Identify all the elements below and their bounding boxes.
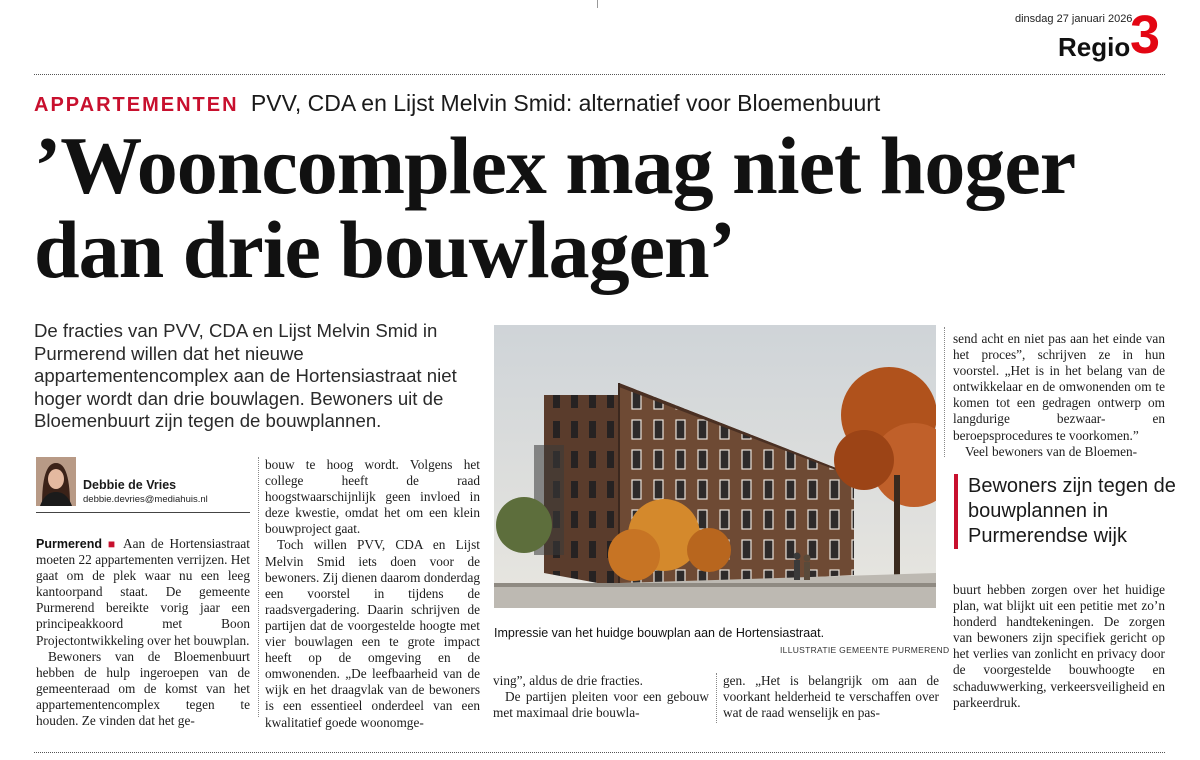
building-illustration (494, 325, 936, 608)
body-paragraph: gen. „Het is belangrijk om aan de voorkant helderheid te verschaffen over wat de raad wenselijk en pas- (723, 673, 939, 721)
body-paragraph: send acht en niet pas aan het einde van het proces”, schrijven ze in hun voorstel. „Het is in het belang van de ontwikkelaar en de omwonenden om te komen tot een gedragen ontwerp om langdurige bezwaar- en beroepsprocedures te voorkomen.” (953, 331, 1165, 443)
author-photo (36, 457, 76, 506)
column-divider (944, 327, 945, 457)
image-caption: Impressie van het huidge bouwplan aan de Hortensiastraat. (494, 626, 825, 640)
author-name: Debbie de Vries (83, 478, 177, 492)
body-column-1 (36, 536, 250, 729)
body-paragraph: De partijen pleiten voor een gebouw met maximaal drie bouwla- (493, 689, 709, 721)
body-column-5-top (953, 331, 1165, 460)
body-paragraph: bouw te hoog wordt. Volgens het college heeft de raad hoogstwaarschijnlijk geen invloed in deze kwestie, omdat het om een klein bouwproject gaat. (265, 457, 480, 537)
body-column-2 (265, 457, 480, 731)
header-divider (34, 74, 1165, 75)
body-paragraph: Bewoners van de Bloemenbuurt hebben de hulp ingeroepen van de gemeenteraad om de komst van het appartementencomplex tegen te houden. Ze vinden dat het ge- (36, 648, 250, 729)
body-paragraph: buurt hebben zorgen over het huidige plan, wat blijkt uit een petitie met zo’n honderd handtekeningen. De zorgen van bewoners zijn specifiek gericht op het verlies van zonlicht en privacy door de voorgestelde bouwhoogte en schaduwwerking, verkeersveiligheid en parkeerdruk. (953, 582, 1165, 710)
body-paragraph: Toch willen PVV, CDA en Lijst Melvin Smid iets doen voor de bewoners. Zij dienen daarom donderdag een voorstel in tijdens de raadsvergadering. Daarin schrijven de partijen dat de voorgestelde hoogte met vier bouwlagen een te grote impact heeft op de omgeving en de omwonenden. „De leefbaarheid van de wijk en het draagvlak van de bewoners is een essentieel onderdeel van een kwalitatief goede woonomge- (265, 537, 480, 730)
footer-divider (34, 752, 1165, 753)
body-column-5-bottom (953, 582, 1165, 711)
lead-paragraph: De fracties van PVV, CDA en Lijst Melvin Smid in Purmerend willen dat het nieuwe appartementencomplex aan de Hortensiastraat niet hoger wordt dan drie bouwlagen. Bewoners uit de Bloemenbuurt zijn tegen de bouwplannen. (34, 320, 457, 431)
body-text: Aan de Hortensiastraat moeten 22 appartementen verrijzen. Het gaat om de plek waar nu een leeg kantoorpand staat. De gemeente Purmerend bereikte vorig jaar een principeakkoord met Boon Projectontwikkeling over het bouwplan. (36, 536, 251, 648)
category-label: APPARTEMENTEN (34, 94, 239, 116)
body-paragraph: ving”, aldus de drie fracties. (493, 673, 643, 688)
column-divider (258, 457, 259, 717)
author-email[interactable]: debbie.devries@mediahuis.nl (83, 494, 208, 505)
article-kicker (34, 90, 880, 117)
byline-divider (36, 512, 250, 513)
body-column-3 (493, 673, 709, 721)
dateline-marker-icon: ■ (107, 537, 118, 551)
kicker-text: PVV, CDA en Lijst Melvin Smid: alternatief voor Bloemenbuurt (250, 90, 881, 116)
top-tick (597, 0, 598, 8)
page-number: 3 (1130, 5, 1161, 65)
image-credit: ILLUSTRATIE GEMEENTE PURMEREND (780, 645, 950, 655)
body-paragraph: Veel bewoners van de Bloemen- (965, 443, 1138, 459)
pull-quote: Bewoners zijn tegen de bouwplannen in Purmerendse wijk (954, 474, 1180, 549)
section-label: Regio (1058, 32, 1131, 62)
column-divider (716, 673, 717, 723)
body-column-4 (723, 673, 939, 721)
headline: ’Wooncomplex mag niet hoger dan drie bouwlagen’ (34, 120, 1074, 295)
dateline: Purmerend (36, 537, 102, 551)
issue-date: dinsdag 27 januari 2026 (1015, 13, 1133, 25)
